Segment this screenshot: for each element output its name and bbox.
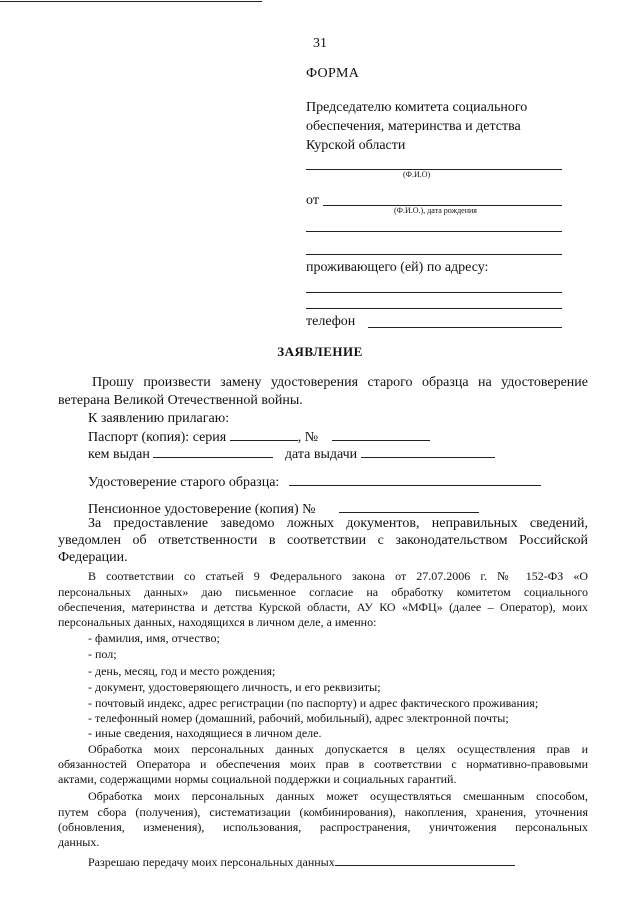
fio-line[interactable] [306, 169, 562, 170]
form-label: ФОРМА [306, 66, 360, 81]
purpose-line-1: Обработка моих персональных данных допускается в целях осуществления прав и [88, 742, 588, 756]
liability-line-3: Федерации. [58, 550, 128, 565]
blank-line-1[interactable] [306, 231, 562, 232]
data-item-4: - документ, удостоверяющего личность, и его реквизиты; [88, 680, 381, 694]
addressee-line-1: Председателю комитета социального [306, 100, 528, 115]
old-cert-row: Удостоверение старого образца: [88, 473, 541, 491]
passport-series-field[interactable] [230, 428, 298, 441]
pension-number-field[interactable] [339, 500, 479, 513]
address-line-2[interactable] [306, 308, 562, 309]
from-label: от [306, 193, 319, 208]
data-item-5: - почтовый индекс, адрес регистрации (по паспорту) и адрес фактического проживания; [88, 696, 539, 710]
issued-row: кем выдан дата выдачи [88, 445, 495, 463]
method-line-4: данных. [58, 835, 100, 849]
data-item-1: - фамилия, имя, отчество; [88, 631, 220, 645]
transfer-field[interactable] [335, 854, 515, 866]
method-line-2: путем сбора (получения), систематизации (комбинирования), накопления, хранения, уточнения [58, 805, 588, 819]
purpose-line-2: обязанностей Оператора и обеспечения моих прав в соответствии с нормативно-правовыми [58, 757, 588, 771]
consent-line-3: обеспечения, материнства и детства Курской области, АУ КО «МФЦ» (далее – Оператор), моих [58, 600, 588, 614]
passport-row: Паспорт (копия): серия , № [88, 428, 430, 446]
page-number: 31 [313, 36, 327, 51]
blank-line-2[interactable] [306, 254, 562, 255]
consent-line-2: персональных данных» даю письменное согласие на обработку комитетом социального [58, 585, 588, 599]
attach-label: К заявлению прилагаю: [88, 411, 230, 426]
liability-line-1: За предоставление заведомо ложных документов, неправильных сведений, [88, 516, 588, 531]
pension-row: Пенсионное удостоверение (копия) № [88, 500, 479, 518]
consent-line-4: персональных данных, находящихся в личном деле, а именно: [58, 615, 377, 629]
phone-label: телефон [306, 314, 356, 329]
liability-line-2: уведомлен об ответственности в соответствии с законодательством Российской [58, 533, 588, 548]
data-item-3: - день, месяц, год и место рождения; [88, 664, 276, 678]
phone-line[interactable] [368, 327, 562, 328]
addressee-line-3: Курской области [306, 138, 406, 153]
data-item-2: - пол; [88, 647, 117, 661]
fio-caption: (Ф.И.О) [403, 170, 431, 179]
top-rule [0, 1, 262, 2]
request-line-1: Прошу произвести замену удостоверения старого образца на удостоверение [92, 375, 588, 390]
data-item-6: - телефонный номер (домашний, рабочий, мобильный), адрес электронной почты; [88, 711, 509, 725]
from-caption: (Ф.И.О.), дата рождения [394, 206, 477, 215]
old-cert-field[interactable] [289, 473, 541, 486]
residence-label: проживающего (ей) по адресу: [306, 260, 489, 275]
consent-line-1: В соответствии со статьей 9 Федерального закона от 27.07.2006 г. № 152-ФЗ «О [88, 569, 588, 583]
transfer-row: Разрешаю передачу моих персональных данных [88, 854, 515, 870]
issue-date-field[interactable] [361, 445, 495, 458]
request-line-2: ветерана Великой Отечественной войны. [58, 393, 303, 408]
address-line-1[interactable] [306, 292, 562, 293]
passport-number-field[interactable] [332, 428, 430, 441]
issued-by-field[interactable] [153, 445, 273, 458]
addressee-line-2: обеспечения, материнства и детства [306, 119, 521, 134]
data-item-7: - иные сведения, находящиеся в личном деле. [88, 726, 322, 740]
method-line-3: (обновления, изменения), использования, распространения, уничтожения персональных [58, 820, 588, 834]
method-line-1: Обработка моих персональных данных может осуществляться смешанным способом, [88, 789, 588, 803]
purpose-line-3: актами, содержащими нормы социальной поддержки и социальных гарантий. [58, 772, 457, 786]
document-title: ЗАЯВЛЕНИЕ [277, 344, 363, 359]
